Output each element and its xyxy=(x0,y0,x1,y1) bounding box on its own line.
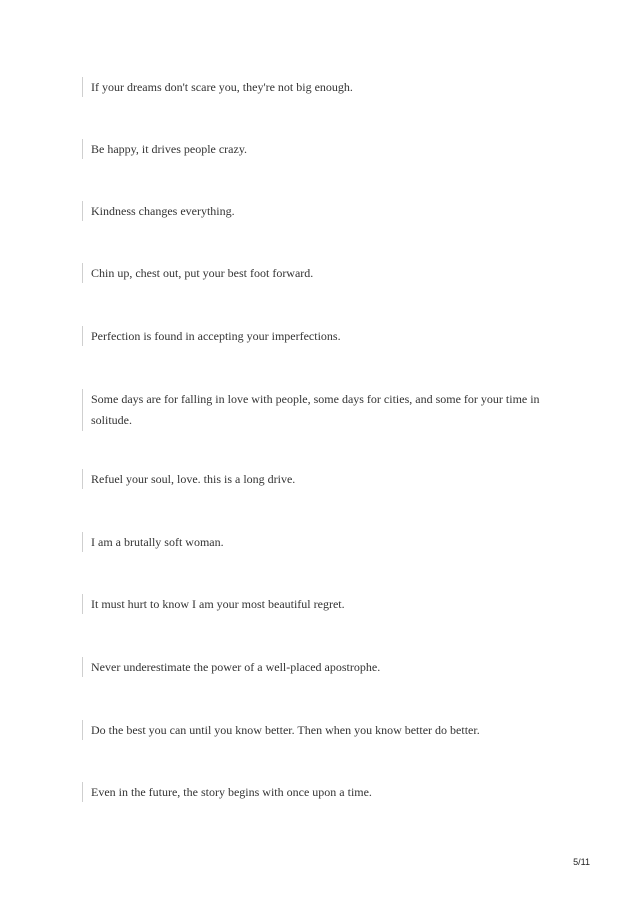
quote-text: Do the best you can until you know better. Then when you know better do better. xyxy=(91,723,480,737)
quote-block xyxy=(82,139,571,159)
quote-text: Some days are for falling in love with people, some days for cities, and some for your time in solitude. xyxy=(91,392,540,427)
quote-block xyxy=(82,326,571,346)
quote-text: Refuel your soul, love. this is a long drive. xyxy=(91,472,296,486)
quote-block xyxy=(82,77,571,97)
quote-text: Perfection is found in accepting your imperfections. xyxy=(91,329,341,343)
quote-block xyxy=(82,594,571,614)
quote-block xyxy=(82,782,571,802)
quote-text: I am a brutally soft woman. xyxy=(91,535,224,549)
quote-text: If your dreams don't scare you, they're not big enough. xyxy=(91,80,353,94)
quote-text: Never underestimate the power of a well-placed apostrophe. xyxy=(91,660,381,674)
quote-text: Be happy, it drives people crazy. xyxy=(91,142,248,156)
quote-block xyxy=(82,657,571,677)
page-number: 5/11 xyxy=(573,857,590,867)
quote-block xyxy=(82,720,571,740)
quote-block xyxy=(82,389,571,431)
quote-block xyxy=(82,263,571,283)
quote-text: Kindness changes everything. xyxy=(91,204,235,218)
quote-text: It must hurt to know I am your most beautiful regret. xyxy=(91,597,345,611)
quote-block xyxy=(82,532,571,552)
quote-text: Chin up, chest out, put your best foot forward. xyxy=(91,266,314,280)
quote-text: Even in the future, the story begins with once upon a time. xyxy=(91,785,372,799)
quote-block xyxy=(82,201,571,221)
quote-block xyxy=(82,469,571,489)
